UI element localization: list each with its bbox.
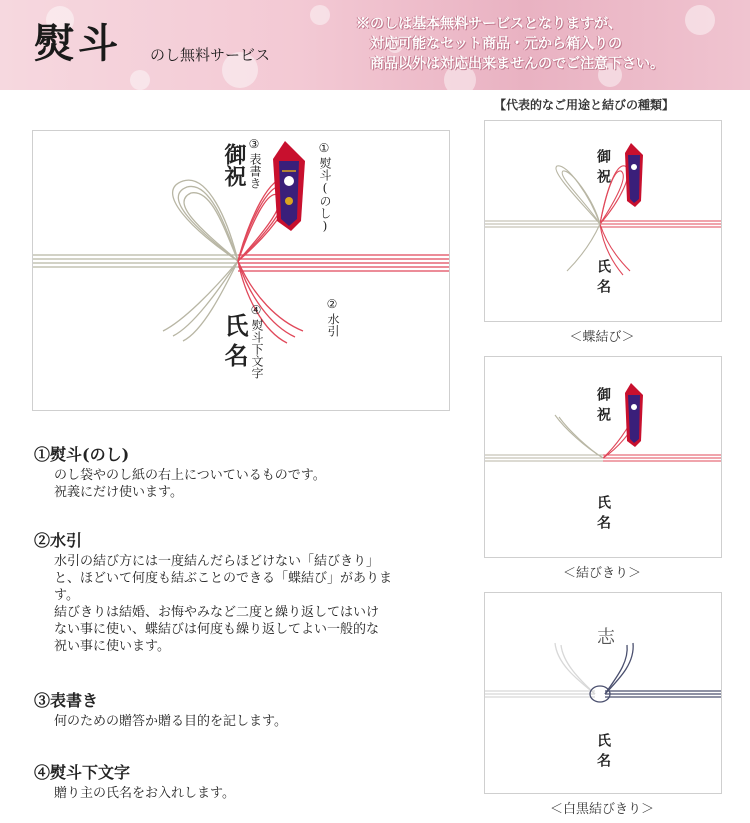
description-title: ③表書き xyxy=(34,691,99,710)
example-bottom-text: 氏名 xyxy=(595,259,611,299)
shita-text: 氏名 xyxy=(220,313,249,373)
shita-number: ④ xyxy=(249,303,263,317)
notice-text xyxy=(356,14,748,74)
notice-line: 商品以外は対応出来ませんのでご注意下さい。 xyxy=(370,56,664,72)
noshi-icon xyxy=(273,141,305,231)
example-caption: ＜結びきり＞ xyxy=(562,566,641,581)
description-title: ④熨斗下文字 xyxy=(34,763,131,782)
omote-number: ③ xyxy=(247,137,261,151)
mizuhiki-number: ② xyxy=(325,297,339,311)
description-title: ①熨斗(のし) xyxy=(34,445,130,464)
description-body: 何のための贈答か贈る目的を記します。 xyxy=(54,714,287,729)
example-caption: ＜白黒結びきり＞ xyxy=(549,802,654,817)
omote-label: 表書き xyxy=(248,153,262,189)
example-bottom-text: 氏名 xyxy=(595,733,611,773)
notice-line: ※のしは基本無料サービスとなりますが、 xyxy=(356,16,622,32)
notice-line: 対応可能なセット商品・元から箱入りの xyxy=(370,36,622,52)
example-card-chomusubi xyxy=(484,120,722,322)
example-caption: ＜蝶結び＞ xyxy=(569,330,635,345)
description-noshi xyxy=(34,442,464,501)
description-mizuhiki xyxy=(34,528,464,655)
noshi-icon xyxy=(625,143,643,207)
page-subtitle: のし無料サービス xyxy=(150,46,271,64)
example-bottom-text: 氏名 xyxy=(595,495,611,535)
description-omote xyxy=(34,688,464,730)
example-card-musubikiri xyxy=(484,356,722,558)
description-shita xyxy=(34,760,464,802)
description-body: 水引の結び方には一度結んだらほどけない「結びきり」 と、ほどいて何度も結ぶことのできる「蝶結び」がありま す。 結びきりは結婚、お悔やみなど二度と繰り返してはいけ ない事に使い、蝶結びは何度も繰り返してよい一般的な 祝い事に使います。 xyxy=(54,554,393,654)
description-body: 贈り主の氏名をお入れします。 xyxy=(54,786,235,801)
examples-heading: 【代表的なご用途と結びの種類】 xyxy=(494,98,675,112)
shita-label: 熨斗下文字 xyxy=(250,319,264,379)
example-top-text: 御祝 xyxy=(595,387,611,427)
noshi-number: ① xyxy=(317,141,331,155)
description-title: ②水引 xyxy=(34,531,83,550)
noshi-diagram xyxy=(32,130,450,411)
example-card-shirokuro xyxy=(484,592,722,794)
noshi-icon xyxy=(625,383,643,447)
noshi-label: 熨斗(のし) xyxy=(318,157,332,233)
example-top-text: 志 xyxy=(594,627,615,645)
page-title: 熨斗 xyxy=(34,20,122,67)
description-body: のし袋やのし紙の右上についているものです。 祝義にだけ使います。 xyxy=(54,468,326,500)
mizuhiki-label: 水引 xyxy=(326,313,340,337)
example-top-text: 御祝 xyxy=(595,149,611,189)
omote-text: 御祝 xyxy=(221,143,247,187)
header-banner xyxy=(0,0,750,90)
